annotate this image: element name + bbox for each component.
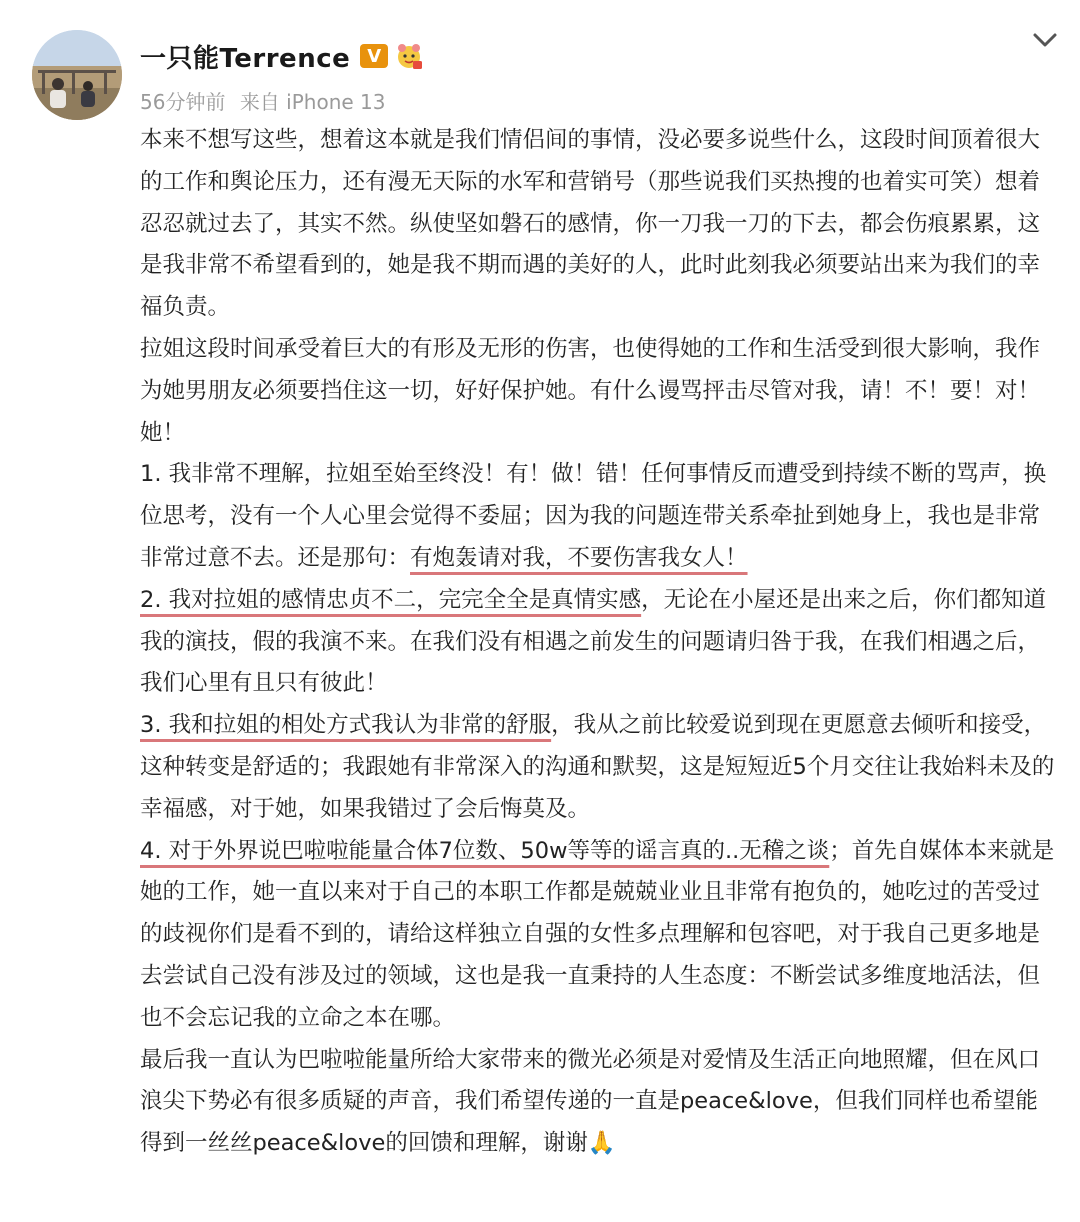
list-item-1 (140, 454, 1060, 579)
paragraph-protect: 拉姐这段时间承受着巨大的有形及无形的伤害，也使得她的工作和生活受到很大影响，我作为她男朋友必须要挡住这一切，好好保护她。有什么谩骂抨击尽管对我，请！不！要！对！她！ (140, 335, 1041, 446)
closing-text: 最后我一直认为巴啦啦能量所给大家带来的微光必须是对爱情及生活正向地照耀，但在风口浪尖下势必有很多质疑的声音，我们希望传递的一直是peace&love，但我们同样也希望能得到一丝丝peace&love的回馈和理解，谢谢 (140, 1046, 1041, 1157)
post-body (140, 120, 1060, 1165)
list-item-3-text: ，我从之前比较爱说到现在更愿意去倾听和接受，这种转变是舒适的；我跟她有非常深入的沟通和默契，这是短短近5个月交往让我始料未及的幸福感，对于她，如果我错过了会后悔莫及。 (140, 712, 1055, 822)
chevron-down-icon[interactable] (1030, 28, 1060, 52)
list-item-2 (140, 580, 1060, 705)
avatar[interactable] (32, 30, 122, 120)
underlined-highlight: 4. 对于外界说巴啦啦能量合体7位数、50w等等的谣言真的..无稽之谈 (140, 837, 830, 864)
paragraph-closing (140, 1040, 1060, 1165)
list-item-3 (140, 705, 1060, 830)
post-meta (140, 86, 386, 115)
underlined-highlight: 3. 我和拉姐的相处方式我认为非常的舒服 (140, 712, 552, 739)
mascot-badge-icon (394, 41, 424, 71)
underlined-highlight: 有炮轰请对我，不要伤害我女人！ (410, 544, 748, 571)
underlined-highlight: 2. 我对拉姐的感情忠贞不二，完完全全是真情实感 (140, 586, 642, 613)
post-timestamp: 56分钟前 (140, 90, 226, 114)
post-source: 来自 iPhone 13 (239, 90, 386, 114)
list-item-4 (140, 831, 1060, 1040)
author-row (140, 36, 424, 76)
list-item-4-text: ；首先自媒体本来就是她的工作，她一直以来对于自己的本职工作都是兢兢业业且非常有抱负的，她吃过的苦受过的歧视你们是看不到的，请给这样独立自强的女性多点理解和包容吧，对于我自己更多地是去尝试自己没有涉及过的领域，这也是我一直秉持的人生态度：不断尝试多维度地活法，但也不会忘记我的立命之本在哪。 (140, 837, 1055, 1031)
paragraph-intro: 本来不想写这些，想着这本就是我们情侣间的事情，没必要多说些什么，这段时间顶着很大的工作和舆论压力，还有漫无天际的水军和营销号（那些说我们买热搜的也着实可笑）想着忍忍就过去了，其实不然。纵使坚如磐石的感情，你一刀我一刀的下去，都会伤痕累累，这是我非常不希望看到的，她是我不期而遇的美好的人，此时此刻我必须要站出来为我们的幸福负责。 (140, 127, 1041, 321)
list-item-2-text: ，无论在小屋还是出来之后，你们都知道我的演技，假的我演不来。在我们没有相遇之前发生的问题请归咎于我，在我们相遇之后，我们心里有且只有彼此！ (140, 586, 1047, 697)
list-item-1-text: 1. 我非常不理解，拉姐至始至终没！有！做！错！任何事情反而遭受到持续不断的骂声，换位思考，没有一个人心里会觉得不委屈；因为我的问题连带关系牵扯到她身上，我也是非常非常过意不去。还是那句： (140, 461, 1047, 571)
pray-hands-icon: 🙏 (587, 1130, 616, 1157)
avatar-photo (32, 30, 122, 120)
verified-badge-icon: V (360, 44, 388, 68)
username[interactable]: 一只能Terrence (140, 43, 351, 74)
